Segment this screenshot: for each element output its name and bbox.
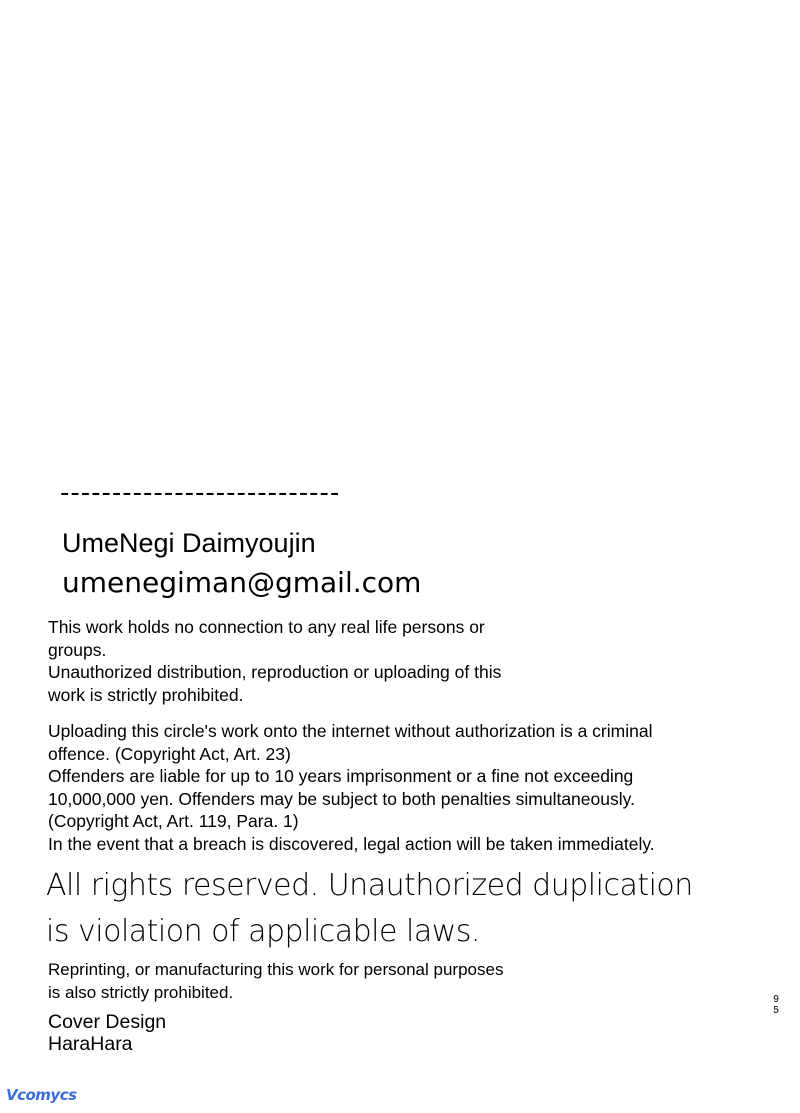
divider-line: ---------------------------	[60, 478, 341, 508]
watermark-logo: Vcomycs	[6, 1086, 77, 1104]
copyright-notice	[48, 720, 655, 855]
credit-role: Cover Design	[48, 1011, 167, 1033]
disclaimer-notice	[48, 616, 501, 706]
copyright-line: 10,000,000 yen. Offenders may be subject to both penalties simultaneously.	[48, 788, 635, 809]
reprint-line: Reprinting, or manufacturing this work for personal purposes	[48, 960, 504, 979]
credit-name: HaraHara	[48, 1032, 133, 1055]
page-number-digit: 5	[773, 1005, 779, 1016]
copyright-line: Uploading this circle's work onto the internet without authorization is a criminal	[48, 721, 653, 741]
copyright-line: (Copyright Act, Art. 119, Para. 1)	[48, 811, 299, 831]
copyright-line: offence. (Copyright Act, Art. 23)	[48, 743, 291, 764]
copyright-line: In the event that a breach is discovered, legal action will be taken immediately.	[48, 833, 655, 854]
disclaimer-line: Unauthorized distribution, reproduction or uploading of this	[48, 662, 502, 682]
copyright-line: Offenders are liable for up to 10 years imprisonment or a fine not exceeding	[48, 766, 634, 786]
disclaimer-line: groups.	[48, 639, 107, 660]
author-name: UmeNegi Daimyoujin	[62, 528, 316, 558]
page-number	[771, 994, 781, 1016]
reprint-line: is also strictly prohibited.	[48, 982, 234, 1002]
credits	[48, 1012, 166, 1055]
disclaimer-line: work is strictly prohibited.	[48, 684, 244, 705]
author-email: umenegiman@gmail.com	[62, 566, 422, 599]
disclaimer-line: This work holds no connection to any real life persons or	[48, 617, 485, 637]
rights-reserved-line-1: All rights reserved. Unauthorized duplication	[46, 868, 693, 903]
reprint-notice	[48, 959, 503, 1004]
rights-reserved-line-2: is violation of applicable laws.	[46, 914, 480, 949]
page-number-digit: 9	[773, 994, 779, 1005]
